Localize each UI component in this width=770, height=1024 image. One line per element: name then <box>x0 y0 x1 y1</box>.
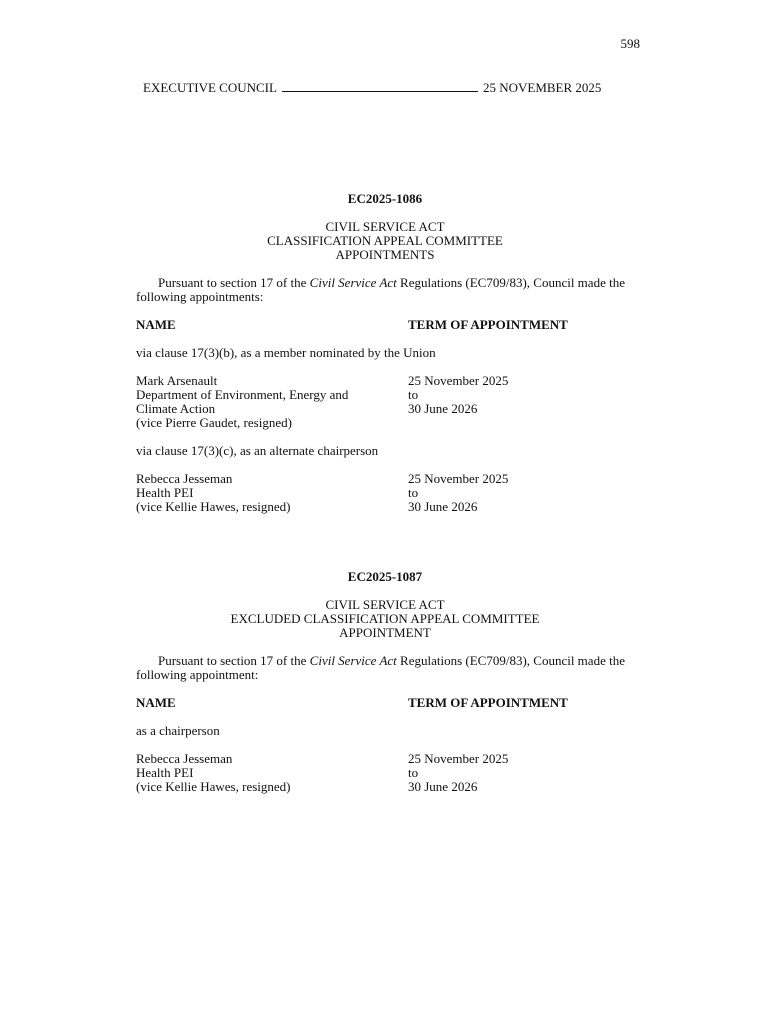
column-header-name: NAME <box>136 695 176 710</box>
act-name: Civil Service Act <box>309 275 397 290</box>
term-line: to <box>408 387 419 402</box>
clause-text: as a chairperson <box>136 723 220 738</box>
appointee-line: Department of Environment, Energy and <box>136 387 349 402</box>
appointee-line: (vice Kellie Hawes, resigned) <box>136 779 291 794</box>
appointee-line: Health PEI <box>136 765 194 780</box>
header-right: 25 NOVEMBER 2025 <box>482 80 602 95</box>
clause-text: via clause 17(3)(c), as an alternate chairperson <box>136 443 379 458</box>
term-line: to <box>408 765 419 780</box>
appointment-entry <box>136 752 634 794</box>
term-line: 30 June 2026 <box>408 401 478 416</box>
running-header <box>143 79 643 95</box>
appointment-entry <box>136 374 634 430</box>
term-line: 25 November 2025 <box>408 751 509 766</box>
term-line: 25 November 2025 <box>408 471 509 486</box>
order-ec2025-1086 <box>136 192 634 514</box>
column-header-name: NAME <box>136 317 176 332</box>
order-title-line: EXCLUDED CLASSIFICATION APPEAL COMMITTEE <box>230 611 540 626</box>
header-left: EXECUTIVE COUNCIL <box>143 80 277 95</box>
order-ec2025-1087 <box>136 570 634 794</box>
intro-paragraph: Pursuant to section 17 of the Civil Service Act Regulations (EC709/83), Council made the following appointments: <box>136 275 625 304</box>
appointee-line: (vice Pierre Gaudet, resigned) <box>136 415 292 430</box>
column-header-term: TERM OF APPOINTMENT <box>408 317 568 332</box>
order-code: EC2025-1086 <box>347 191 423 206</box>
appointee-line: Health PEI <box>136 485 194 500</box>
intro-paragraph: Pursuant to section 17 of the Civil Service Act Regulations (EC709/83), Council made the following appointment: <box>136 653 625 682</box>
column-headers <box>136 696 634 710</box>
appointee-line: Climate Action <box>136 401 216 416</box>
column-headers <box>136 318 634 332</box>
term-line: 30 June 2026 <box>408 779 478 794</box>
order-title-line: CIVIL SERVICE ACT <box>325 219 445 234</box>
order-title-line: CIVIL SERVICE ACT <box>325 597 445 612</box>
term-line: 25 November 2025 <box>408 373 509 388</box>
order-title-line: APPOINTMENT <box>339 625 431 640</box>
page-number: 598 <box>620 36 640 51</box>
order-title-line: CLASSIFICATION APPEAL COMMITTEE <box>267 233 503 248</box>
header-rule <box>282 79 478 92</box>
clause-text: via clause 17(3)(b), as a member nominated by the Union <box>136 345 436 360</box>
column-header-term: TERM OF APPOINTMENT <box>408 695 568 710</box>
appointee-line: (vice Kellie Hawes, resigned) <box>136 499 291 514</box>
appointee-line: Mark Arsenault <box>136 373 218 388</box>
act-name: Civil Service Act <box>309 653 397 668</box>
order-code: EC2025-1087 <box>347 569 423 584</box>
term-line: to <box>408 485 419 500</box>
appointment-entry <box>136 472 634 514</box>
appointee-line: Rebecca Jesseman <box>136 751 233 766</box>
appointee-line: Rebecca Jesseman <box>136 471 233 486</box>
order-title-line: APPOINTMENTS <box>335 247 435 262</box>
term-line: 30 June 2026 <box>408 499 478 514</box>
